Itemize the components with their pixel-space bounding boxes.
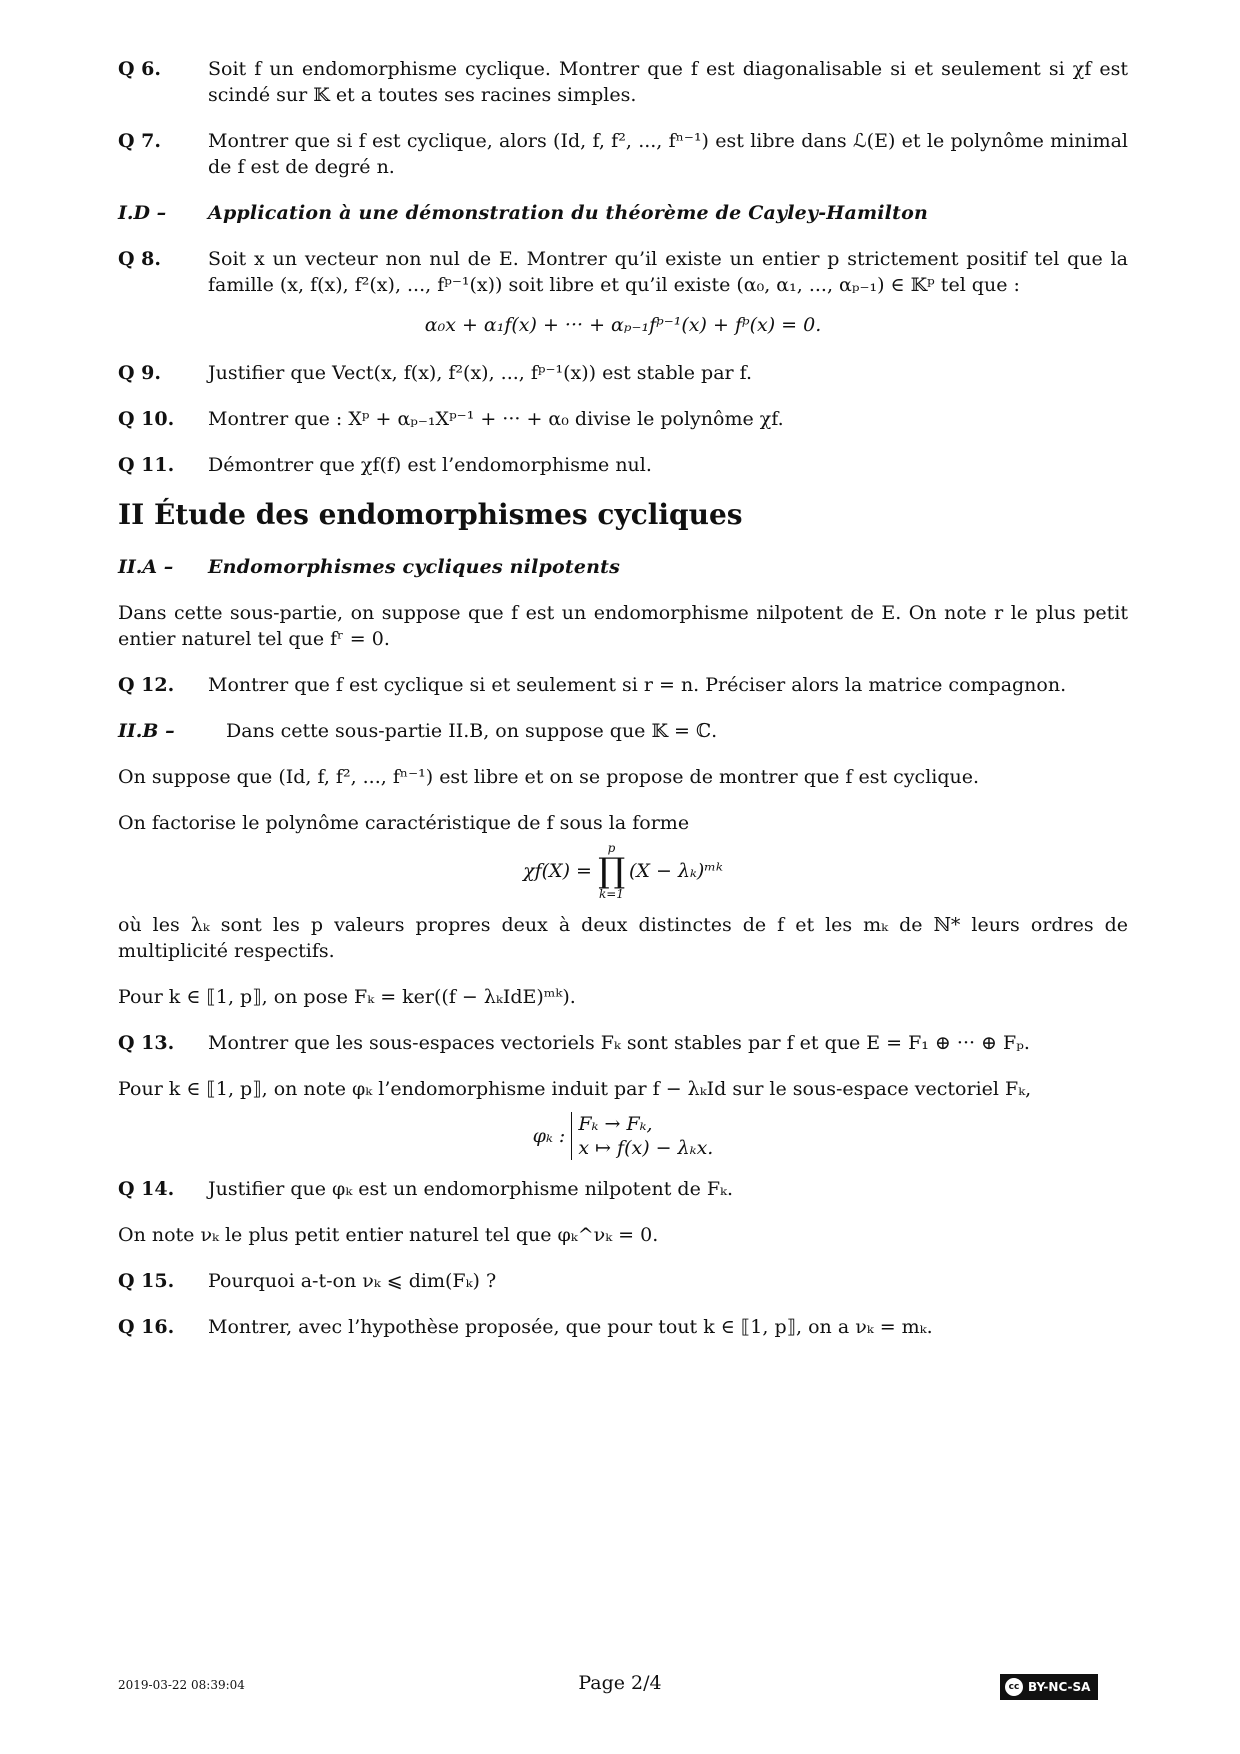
section-heading-ID	[118, 200, 1128, 226]
question-9	[118, 360, 1128, 386]
footer-date: 2019-03-22 08:39:04	[118, 1678, 245, 1692]
question-text: Démontrer que χf(f) est l’endomorphisme nul.	[208, 454, 652, 476]
question-text: Montrer que si f est cyclique, alors (Id, f, f², ..., fⁿ⁻¹) est libre dans ℒ(E) et le polynôme minimal de f est de degré n.	[208, 130, 1128, 178]
question-label: Q 10.	[118, 408, 175, 430]
equation-lhs: χf(X) =	[523, 860, 592, 882]
equation-rhs: (X − λₖ)ᵐᵏ	[629, 860, 723, 882]
question-label: Q 9.	[118, 362, 162, 384]
question-text: Pourquoi a-t-on νₖ ⩽ dim(Fₖ) ?	[208, 1270, 497, 1292]
paragraph: Dans cette sous-partie, on suppose que f est un endomorphisme nilpotent de E. On note r le plus petit entier naturel tel que fʳ = 0.	[118, 602, 1128, 650]
question-text: Justifier que Vect(x, f(x), f²(x), ..., fᵖ⁻¹(x)) est stable par f.	[208, 362, 753, 384]
page-content	[118, 56, 1128, 1360]
product-upper-bound: p	[607, 841, 616, 855]
section-title: Application à une démonstration du théorème de Cayley-Hamilton	[208, 202, 928, 224]
product-lower-bound: k=1	[598, 887, 624, 901]
question-6	[118, 56, 1128, 108]
equation-q8: α₀x + α₁f(x) + ··· + αₚ₋₁fᵖ⁻¹(x) + fᵖ(x) = 0.	[424, 314, 822, 336]
question-text: Justifier que φₖ est un endomorphisme nilpotent de Fₖ.	[208, 1178, 734, 1200]
question-label: Q 8.	[118, 248, 162, 270]
paragraph: où les λₖ sont les p valeurs propres deux à deux distinctes de f et les mₖ de ℕ* leurs ordres de multiplicité respectifs.	[118, 914, 1128, 962]
question-13	[118, 1030, 1128, 1056]
question-label: Q 16.	[118, 1316, 175, 1338]
question-7	[118, 128, 1128, 180]
question-15	[118, 1268, 1128, 1294]
question-10	[118, 406, 1128, 432]
question-12	[118, 672, 1128, 698]
phi-mapping	[571, 1112, 713, 1160]
question-label: Q 11.	[118, 454, 175, 476]
question-label: Q 13.	[118, 1032, 175, 1054]
paragraph: On suppose que (Id, f, f², ..., fⁿ⁻¹) est libre et on se propose de montrer que f est cyclique.	[118, 766, 980, 788]
question-8	[118, 246, 1128, 298]
section-text: Dans cette sous-partie II.B, on suppose que 𝕂 = ℂ.	[226, 720, 718, 742]
equation-characteristic-polynomial	[118, 842, 1128, 900]
section-heading-IIB	[118, 718, 1128, 744]
license-text: BY-NC-SA	[1028, 1680, 1091, 1694]
phi-lhs: φₖ :	[532, 1125, 566, 1147]
phi-line-2: x ↦ f(x) − λₖx.	[578, 1137, 714, 1159]
section-label: I.D –	[118, 202, 167, 224]
part-title: II Étude des endomorphismes cycliques	[118, 498, 743, 531]
footer-page-number: Page 2/4	[578, 1672, 662, 1694]
paragraph: Pour k ∈ ⟦1, p⟧, on pose Fₖ = ker((f − λₖIdE)ᵐᵏ).	[118, 986, 576, 1008]
question-label: Q 12.	[118, 674, 175, 696]
question-text: Soit x un vecteur non nul de E. Montrer qu’il existe un entier p strictement positif tel que la famille (x, f(x), f²(x), ..., fᵖ⁻¹(x)) soit libre et qu’il existe (α₀, α₁, ..., αₚ₋₁) ∈ 𝕂ᵖ tel que :	[208, 248, 1128, 296]
section-title: Endomorphismes cycliques nilpotents	[208, 556, 621, 578]
question-label: Q 15.	[118, 1270, 175, 1292]
question-11	[118, 452, 1128, 478]
paragraph: On factorise le polynôme caractéristique de f sous la forme	[118, 812, 690, 834]
question-text: Montrer, avec l’hypothèse proposée, que pour tout k ∈ ⟦1, p⟧, on a νₖ = mₖ.	[208, 1316, 933, 1338]
question-16	[118, 1314, 1128, 1340]
question-text: Montrer que f est cyclique si et seulement si r = n. Préciser alors la matrice compagnon.	[208, 674, 1067, 696]
creative-commons-icon: cc	[1004, 1677, 1024, 1697]
question-14	[118, 1176, 1128, 1202]
question-label: Q 14.	[118, 1178, 175, 1200]
question-label: Q 6.	[118, 58, 162, 80]
section-label: II.B –	[118, 720, 175, 742]
product-operator	[598, 842, 625, 900]
product-symbol: ∏	[597, 851, 625, 891]
question-text: Soit f un endomorphisme cyclique. Montrer que f est diagonalisable si et seulement si χf est scindé sur 𝕂 et a toutes ses racines simples.	[208, 58, 1128, 106]
section-label: II.A –	[118, 556, 174, 578]
paragraph: Pour k ∈ ⟦1, p⟧, on note φₖ l’endomorphisme induit par f − λₖId sur le sous-espace vectoriel Fₖ,	[118, 1078, 1032, 1100]
license-badge	[1000, 1674, 1098, 1700]
question-label: Q 7.	[118, 130, 162, 152]
paragraph: On note νₖ le plus petit entier naturel tel que φₖ^νₖ = 0.	[118, 1224, 659, 1246]
equation-phi-definition	[118, 1112, 1128, 1160]
question-text: Montrer que : Xᵖ + αₚ₋₁Xᵖ⁻¹ + ··· + α₀ divise le polynôme χf.	[208, 408, 784, 430]
question-text: Montrer que les sous-espaces vectoriels Fₖ sont stables par f et que E = F₁ ⊕ ··· ⊕ Fₚ.	[208, 1032, 1030, 1054]
section-heading-IIA	[118, 554, 1128, 580]
phi-line-1: Fₖ → Fₖ,	[578, 1113, 653, 1135]
